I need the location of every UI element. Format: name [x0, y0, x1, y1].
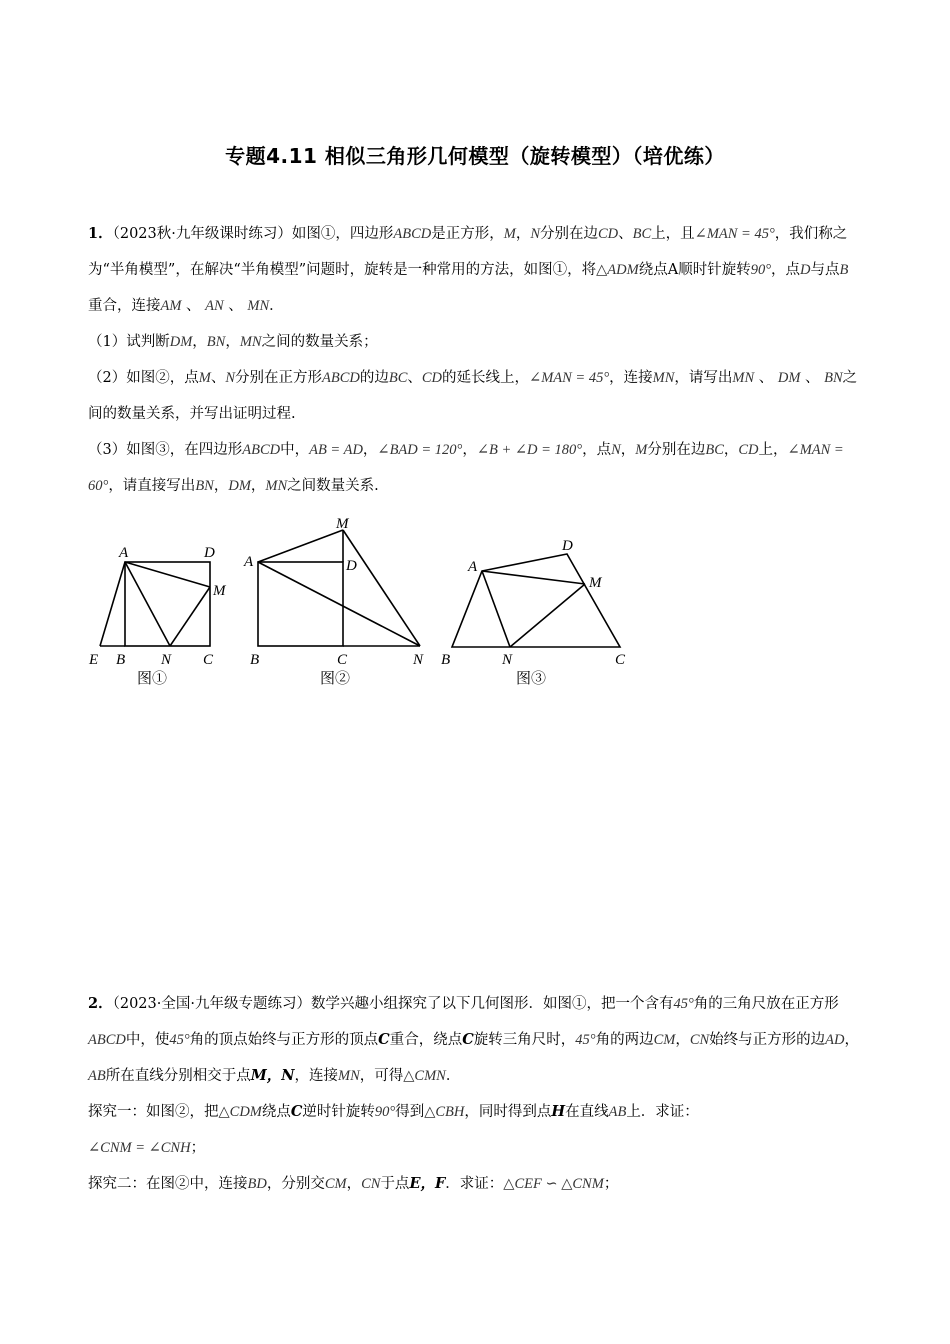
- fig3-quadrilateral: [452, 554, 620, 647]
- math-dm: DM: [228, 478, 251, 494]
- q1-text: ，: [192, 334, 207, 350]
- fig3-label-b: B: [441, 652, 451, 668]
- fig1-line-am: [125, 562, 210, 587]
- fig3-label-d: D: [562, 538, 573, 554]
- figures: [82, 514, 652, 694]
- q1-text: 分别在边: [539, 226, 598, 242]
- q1-text: ，: [723, 442, 739, 458]
- math-dm: DM: [777, 370, 801, 386]
- q1-sub-1: [88, 324, 860, 360]
- q2-text: 数学兴趣小组探究了以下几何图形．如图①，把一个含有: [310, 996, 674, 1012]
- q2-number: 2．: [88, 995, 113, 1012]
- math-ab: AB: [88, 1068, 106, 1084]
- math-angle-bad: ∠BAD = 120°: [377, 442, 463, 458]
- fig1-label-c: C: [203, 652, 214, 668]
- q1-text: 、: [407, 370, 422, 386]
- math-bc: BC: [632, 226, 652, 242]
- q2-text: 重合，绕点: [389, 1032, 463, 1048]
- fig2-label-n: N: [413, 652, 424, 668]
- fig3-label-a: A: [468, 559, 478, 575]
- q1-text: ，: [225, 334, 240, 350]
- q2-explore-2: 探究二：在图②中，连接BD，分别交CM，CN于点E，F．求证：△CEF ∽ △CNM；: [88, 1175, 619, 1192]
- q1-text: 是正方形，: [431, 226, 504, 242]
- fig2-label-b: B: [250, 652, 260, 668]
- math-m: M: [198, 370, 211, 386]
- math-cm: CM: [653, 1032, 676, 1048]
- geometry-figures: [82, 514, 652, 694]
- math-bn: BN: [195, 478, 214, 494]
- math-points-mn: M，N: [250, 1067, 295, 1084]
- fig1-caption: 图①: [137, 669, 168, 687]
- math-angle-man: ∠MAN = 45°: [529, 370, 610, 386]
- math-an: AN: [205, 298, 224, 314]
- fig2-square: [258, 562, 343, 646]
- q1-text: ，: [462, 442, 477, 458]
- q1-text: ，请写出: [674, 370, 733, 386]
- fig1-label-a: A: [119, 545, 129, 561]
- math-bn: BN: [206, 334, 226, 350]
- math-c: C: [378, 1031, 390, 1048]
- q1-text: 绕点A顺时针旋转: [638, 262, 751, 278]
- q2-source: （2023·全国·九年级专题练习）: [112, 996, 311, 1012]
- q2-text: 绕点: [261, 1104, 291, 1120]
- math-triangle-cbh: △CBH: [424, 1104, 465, 1120]
- q2-intro: 2．（2023·全国·九年级专题练习）数学兴趣小组探究了以下几何图形．如图①，把一个含有45°角的三角尺放在正方形ABCD中，使45°角的顶点始终与正方形的顶点C重合，绕点C旋转三角尺时，45°角的两边CM，CN始终与正方形的边AD，AB所在直线分别相交于点M，N，连接MN，可得△CMN．: [88, 995, 860, 1084]
- fig1-label-b: B: [116, 652, 126, 668]
- q2-text: ．: [445, 1068, 461, 1084]
- q1-source: （2023秋·九年级课时练习）: [112, 226, 292, 242]
- math-angle-man-60: ∠MAN = 60°: [88, 442, 844, 494]
- fig2-label-a: A: [244, 554, 254, 570]
- q2-text: ，同时得到点: [464, 1104, 552, 1120]
- fig1-line-ae: [100, 562, 125, 646]
- math-90deg: 90°: [374, 1104, 396, 1120]
- math-mn: MN: [652, 370, 675, 386]
- q2-text: 探究一：如图②，把: [88, 1104, 219, 1120]
- math-ab-eq-ad: AB = AD: [309, 442, 363, 458]
- math-abcd: ABCD: [88, 1032, 126, 1048]
- math-cd: CD: [597, 226, 619, 242]
- math-cd: CD: [421, 370, 443, 386]
- math-angle-sum: ∠B + ∠D = 180°: [476, 442, 583, 458]
- math-angle-cnm-cnh: ∠CNM = ∠CNH: [88, 1140, 191, 1156]
- q2-text: 角的三角尺放在正方形: [693, 996, 839, 1012]
- fig2-label-c: C: [337, 652, 348, 668]
- fig2-line-am: [258, 530, 343, 562]
- math-abcd: ABCD: [393, 226, 432, 242]
- q1-text: 、: [805, 370, 820, 386]
- math-points-ef: E，F: [409, 1175, 446, 1192]
- math-d: D: [800, 262, 811, 278]
- math-bd: BD: [247, 1176, 267, 1192]
- math-45deg: 45°: [169, 1032, 190, 1048]
- math-n: N: [530, 226, 540, 242]
- fig2-label-m: M: [336, 516, 349, 532]
- math-h: H: [551, 1103, 566, 1120]
- math-mn: MN: [338, 1068, 360, 1084]
- fig2-label-d: D: [346, 558, 357, 574]
- math-similar-triangles: △CEF ∽ △CNM: [503, 1176, 604, 1192]
- math-cn: CN: [361, 1176, 381, 1192]
- q1-text: ，点: [582, 442, 612, 458]
- fig3-line-am: [482, 571, 585, 584]
- q1-text: ，请直接写出: [108, 478, 196, 494]
- math-dm: DM: [169, 334, 193, 350]
- q1-intro: [88, 216, 860, 324]
- math-cn: CN: [689, 1032, 710, 1048]
- q2-text: 角的两边: [595, 1032, 654, 1048]
- q2-text: 探究二：在图②中，连接: [88, 1176, 248, 1192]
- q1-text: 之间的数量关系，并写出证明过程.: [88, 370, 858, 422]
- q1-text: （2）如图②，点: [88, 370, 199, 386]
- math-m: M: [635, 442, 648, 458]
- q1-text: ．: [269, 298, 284, 314]
- q2-text: ，可得: [359, 1068, 404, 1084]
- q1-sub-3: [88, 432, 860, 504]
- math-bc: BC: [388, 370, 408, 386]
- q1-text: 、: [758, 370, 774, 386]
- q1-number: 1．: [88, 225, 113, 242]
- q2-text: 逆时针旋转: [302, 1104, 375, 1120]
- math-45deg: 45°: [673, 996, 694, 1012]
- math-mn: MN: [265, 478, 288, 494]
- math-mn: MN: [239, 334, 262, 350]
- q2-text: 始终与正方形的边: [709, 1032, 826, 1048]
- q1-text: 分别在正方形: [235, 370, 322, 386]
- q1-text: 如图①，四边形: [291, 226, 394, 242]
- q1-text: ，: [620, 442, 636, 458]
- fig2-line-mn: [343, 530, 420, 646]
- q1-text: ，: [250, 478, 266, 494]
- figure-3: [452, 554, 620, 647]
- q1-text: 上，: [758, 442, 788, 458]
- q2-text: ；: [190, 1140, 206, 1156]
- math-angle-man: ∠MAN = 45°: [694, 226, 775, 242]
- fig3-label-m: M: [589, 575, 602, 591]
- fig1-label-e: E: [89, 652, 99, 668]
- figure-1: [100, 562, 210, 646]
- math-abcd: ABCD: [242, 442, 281, 458]
- q1-text: 、: [228, 298, 243, 314]
- math-n: N: [611, 442, 621, 458]
- figure-2: [258, 530, 420, 646]
- fig1-line-nm: [170, 587, 210, 646]
- q2-text: ．求证：: [445, 1176, 504, 1192]
- q1-text: ，: [362, 442, 378, 458]
- math-abcd: ABCD: [322, 370, 360, 386]
- math-am: AM: [160, 298, 182, 314]
- q2-text: ，分别交: [266, 1176, 325, 1192]
- fig2-caption: 图②: [320, 669, 351, 687]
- math-ab: AB: [608, 1104, 627, 1120]
- q1-sub-2: [88, 360, 860, 432]
- fig1-line-an: [125, 562, 170, 646]
- fig3-label-c: C: [615, 652, 626, 668]
- math-mn: MN: [247, 298, 270, 314]
- math-cm: CM: [324, 1176, 347, 1192]
- math-ad: AD: [825, 1032, 845, 1048]
- q1-text: 重合，连接: [88, 298, 161, 314]
- q1-text: 分别在边: [647, 442, 706, 458]
- q1-text: 之间的数量关系；: [261, 334, 378, 350]
- math-triangle-adm: △ADM: [596, 262, 639, 278]
- math-mn: MN: [732, 370, 755, 386]
- q1-text: 、: [618, 226, 633, 242]
- math-triangle-cmn: △CMN: [403, 1068, 446, 1084]
- q1-text: 的延长线上，: [442, 370, 530, 386]
- q1-text: ，连接: [609, 370, 653, 386]
- q2-text: 在直线: [565, 1104, 609, 1120]
- fig2-line-an: [258, 562, 420, 646]
- q2-explore-1: [88, 1094, 860, 1166]
- q2-text: 于点: [380, 1176, 410, 1192]
- q2-text: 中，使: [125, 1032, 170, 1048]
- fig3-caption: 图③: [516, 669, 547, 687]
- fig3-label-n: N: [502, 652, 513, 668]
- q1-text: ，点: [771, 262, 801, 278]
- q2-text: 上．求证：: [626, 1104, 699, 1120]
- fig1-label-n: N: [161, 652, 172, 668]
- question-2: [88, 986, 860, 1202]
- q1-text: 与点: [810, 262, 840, 278]
- q1-text: （1）试判断: [88, 334, 170, 350]
- math-cd: CD: [738, 442, 759, 458]
- q2-text: 旋转三角尺时，: [473, 1032, 576, 1048]
- math-90deg: 90°: [750, 262, 772, 278]
- q1-text: 、: [186, 298, 201, 314]
- q1-text: 的边: [359, 370, 389, 386]
- question-1: [88, 216, 860, 504]
- q1-text: 上，且: [651, 226, 695, 242]
- q2-text: ；: [603, 1176, 619, 1192]
- q2-text: ，连接: [294, 1068, 339, 1084]
- math-c: C: [290, 1103, 303, 1120]
- math-b: B: [839, 262, 849, 278]
- math-n: N: [225, 370, 235, 386]
- fig1-label-m: M: [213, 583, 226, 599]
- math-c: C: [462, 1031, 474, 1048]
- fig3-line-an: [482, 571, 510, 647]
- math-m: M: [503, 226, 516, 242]
- math-bc: BC: [705, 442, 724, 458]
- q1-text: 之间数量关系.: [287, 478, 379, 494]
- math-bn: BN: [824, 370, 843, 386]
- q2-text: 角的顶点始终与正方形的顶点: [189, 1032, 379, 1048]
- q2-text: 得到: [395, 1104, 425, 1120]
- math-45deg: 45°: [575, 1032, 596, 1048]
- fig1-label-d: D: [204, 545, 215, 561]
- fig3-line-nm: [510, 584, 585, 647]
- q2-text: 所在直线分别相交于点: [105, 1068, 251, 1084]
- math-triangle-cdm: △CDM: [218, 1104, 262, 1120]
- q1-text: 中，: [280, 442, 310, 458]
- q1-text: ，我们称之为“半角模型”，在解决“半角模型”问题时，旋转是一种常用的方法，如图①，将: [88, 226, 848, 278]
- page-title: 专题4.11 相似三角形几何模型（旋转模型）（培优练）: [225, 144, 725, 168]
- q1-text: （3）如图③，在四边形: [88, 442, 243, 458]
- q1-text: ，: [213, 478, 229, 494]
- q1-text: 、: [210, 370, 226, 386]
- q1-text: ，: [515, 226, 531, 242]
